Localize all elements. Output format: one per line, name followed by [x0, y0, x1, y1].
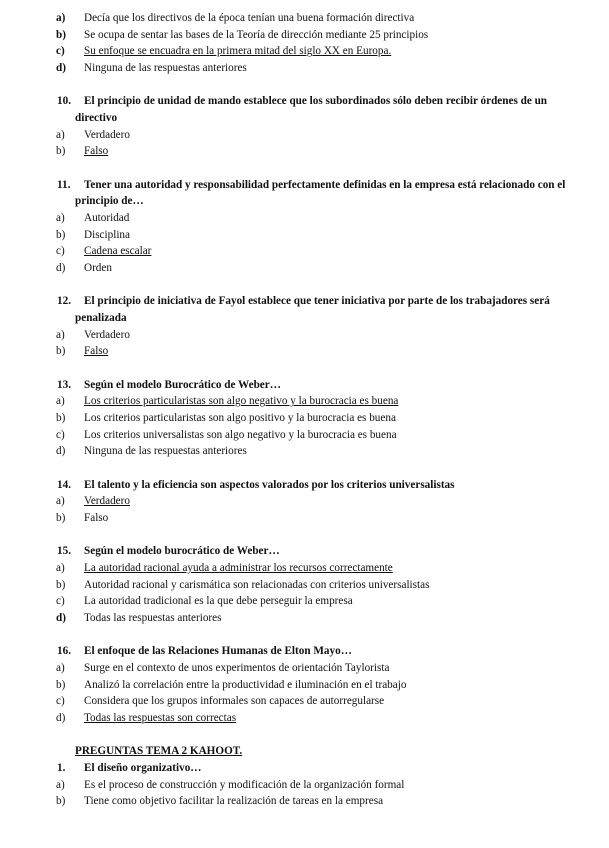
question-text: El enfoque de las Relaciones Humanas de Elton Mayo…: [84, 645, 352, 658]
correct-answer-text: La autoridad racional ayuda a administrar los recursos correctamente: [84, 561, 393, 574]
option-letter: c): [56, 428, 65, 441]
option-letter: a): [56, 778, 65, 791]
answer-option: [0, 211, 609, 225]
option-letter: d): [56, 712, 66, 724]
question: [0, 544, 609, 558]
option-letter: a): [56, 495, 65, 508]
option-letter: b): [56, 795, 66, 808]
option-letter: d): [56, 262, 66, 275]
option-text: Disciplina: [84, 228, 130, 241]
answer-option: [0, 244, 609, 258]
option-letter: b): [56, 412, 66, 424]
question-text: Según el modelo Burocrático de Weber…: [84, 378, 281, 391]
option-letter: d): [56, 612, 66, 624]
correct-answer-text: Su enfoque se encuadra en la primera mitad del siglo XX en Europa.: [84, 45, 392, 58]
option-text: Tiene como objetivo facilitar la realización de tareas en la empresa: [84, 795, 384, 808]
answer-option: [0, 694, 609, 708]
answer-option: [0, 394, 609, 408]
section-heading-line: [0, 744, 609, 758]
question-number: 13.: [57, 378, 71, 391]
question: [0, 761, 609, 775]
option-letter: b): [56, 345, 66, 358]
option-letter: c): [56, 45, 65, 58]
question: [0, 644, 609, 658]
answer-option: [0, 144, 609, 158]
answer-option: [0, 11, 609, 25]
answer-option: [0, 511, 609, 525]
question-text-continuation: directivo: [75, 112, 118, 124]
answer-option: [0, 561, 609, 575]
correct-answer-text: Verdadero: [84, 495, 130, 508]
option-text: Verdadero: [84, 328, 130, 341]
option-letter: b): [56, 28, 66, 41]
option-text: Todas las respuestas anteriores: [84, 612, 222, 624]
option-letter: a): [56, 395, 65, 408]
answer-option: [0, 594, 609, 608]
option-letter: d): [56, 445, 66, 458]
answer-option: [0, 344, 609, 358]
question: [0, 378, 609, 392]
option-letter: a): [56, 12, 66, 24]
question-text: Tener una autoridad y responsabilidad perfectamente definidas en la empresa está relacionado con el: [84, 178, 566, 191]
option-letter: c): [56, 695, 65, 708]
question-number: 11.: [57, 178, 71, 191]
question-continuation-line: [0, 194, 609, 208]
answer-option: [0, 61, 609, 75]
question: [0, 294, 609, 308]
answer-option: [0, 794, 609, 808]
answer-option: [0, 711, 609, 725]
option-text: Analizó la correlación entre la productividad e iluminación en el trabajo: [84, 678, 407, 691]
answer-option: [0, 778, 609, 792]
option-text: Verdadero: [84, 128, 130, 141]
option-text: Orden: [84, 262, 112, 275]
correct-answer-text: Falso: [84, 145, 109, 158]
question: [0, 94, 609, 108]
option-letter: a): [56, 328, 65, 341]
option-letter: b): [56, 228, 66, 241]
option-letter: d): [56, 62, 66, 75]
answer-option: [0, 228, 609, 242]
correct-answer-text: Falso: [84, 345, 109, 358]
option-letter: b): [56, 512, 66, 524]
question: [0, 478, 609, 492]
option-text: Falso: [84, 512, 109, 524]
answer-option: [0, 28, 609, 42]
answer-option: [0, 661, 609, 675]
question-number: 12.: [57, 295, 71, 308]
question-text: Según el modelo burocrático de Weber…: [84, 545, 280, 558]
question-text-continuation: penalizada: [75, 312, 127, 324]
question-continuation-line: [0, 111, 609, 125]
option-text: Los criterios particularistas son algo positivo y la burocracia es buena: [84, 412, 396, 424]
option-text: Ninguna de las respuestas anteriores: [84, 445, 247, 458]
answer-option: [0, 444, 609, 458]
answer-option: [0, 328, 609, 342]
correct-answer-text: Cadena escalar: [84, 245, 152, 258]
question-text-continuation: principio de…: [75, 195, 144, 208]
question-text: El principio de unidad de mando establece que los subordinados sólo deben recibir órdenes de un: [84, 95, 548, 108]
option-text: Ninguna de las respuestas anteriores: [84, 62, 247, 75]
correct-answer-text: Los criterios particularistas son algo negativo y la burocracia es buena: [84, 395, 399, 408]
answer-option: [0, 578, 609, 592]
question-text: El talento y la eficiencia son aspectos valorados por los criterios universalistas: [84, 478, 455, 491]
answer-option: [0, 411, 609, 425]
option-letter: c): [56, 595, 65, 608]
question-number: 14.: [57, 478, 71, 491]
option-letter: b): [56, 145, 66, 158]
option-text: Decía que los directivos de la época tenían una buena formación directiva: [84, 12, 415, 24]
option-text: Se ocupa de sentar las bases de la Teoría de dirección mediante 25 principios: [84, 28, 429, 41]
option-text: Surge en el contexto de unos experimentos de orientación Taylorista: [84, 661, 390, 674]
option-text: Considera que los grupos informales son capaces de autorregularse: [84, 695, 385, 708]
answer-option: [0, 128, 609, 142]
option-letter: a): [56, 661, 65, 674]
option-text: La autoridad tradicional es la que debe perseguir la empresa: [84, 595, 353, 608]
section-heading: PREGUNTAS TEMA 2 KAHOOT.: [75, 745, 243, 758]
question-continuation-line: [0, 311, 609, 325]
option-text: Es el proceso de construcción y modificación de la organización formal: [84, 778, 405, 791]
option-letter: b): [56, 578, 66, 591]
question-number: 15.: [57, 545, 71, 558]
option-text: Autoridad racional y carismática son relacionadas con criterios universalistas: [84, 578, 430, 591]
question-text: El principio de iniciativa de Fayol establece que tener iniciativa por parte de los trabajadores será: [84, 295, 550, 308]
question-number: 1.: [57, 761, 66, 774]
option-text: Autoridad: [84, 212, 130, 224]
answer-option: [0, 428, 609, 442]
option-letter: b): [56, 678, 66, 691]
answer-option: [0, 44, 609, 58]
option-letter: c): [56, 245, 65, 258]
question-number: 10.: [57, 95, 71, 108]
question: [0, 178, 609, 192]
answer-option: [0, 678, 609, 692]
question-number: 16.: [57, 645, 71, 658]
answer-option: [0, 494, 609, 508]
option-letter: a): [56, 561, 65, 574]
answer-option: [0, 611, 609, 625]
option-letter: a): [56, 212, 65, 224]
question-text: El diseño organizativo…: [84, 761, 202, 774]
option-text: Los criterios universalistas son algo negativo y la burocracia es buena: [84, 428, 397, 441]
correct-answer-text: Todas las respuestas son correctas: [84, 712, 237, 724]
option-letter: a): [56, 128, 65, 141]
answer-option: [0, 261, 609, 275]
